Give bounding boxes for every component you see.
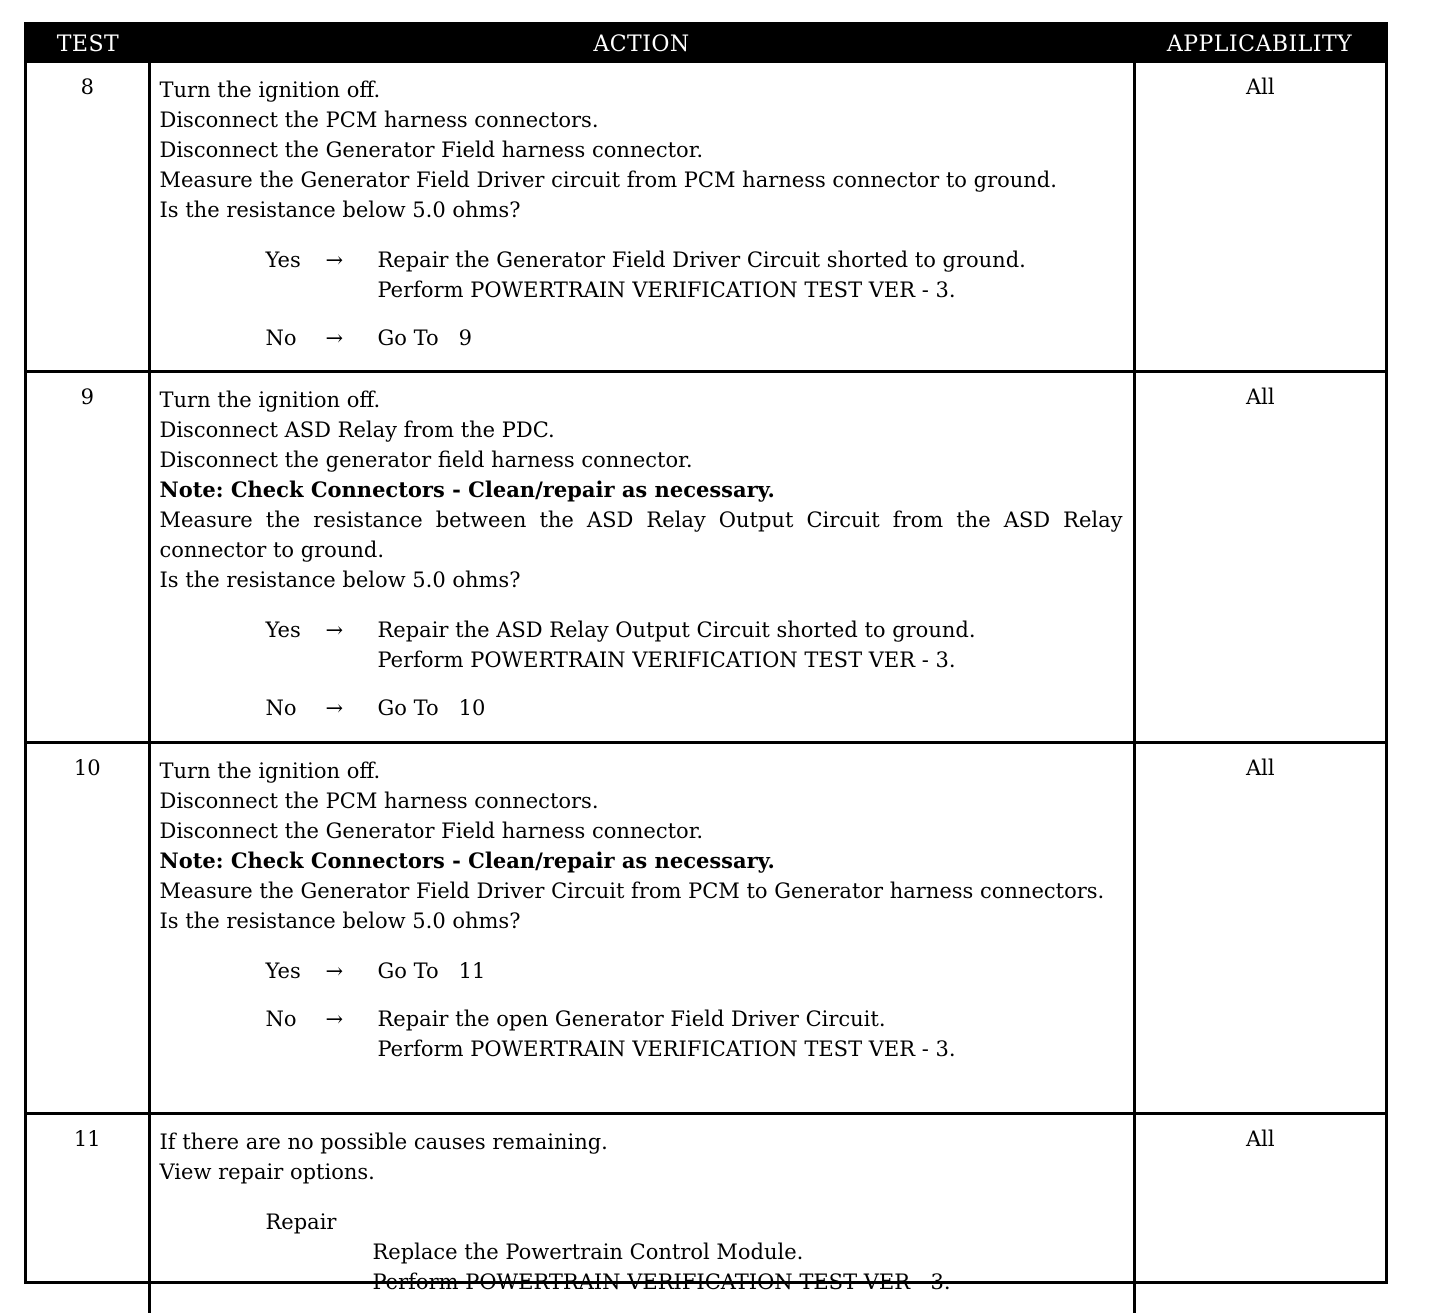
repair-step: Replace the Powertrain Control Module. [373,1237,1123,1267]
yes-label: Yes [266,245,326,305]
no-label: No [266,323,326,353]
action-question: Is the resistance below 5.0 ohms? [160,906,1123,936]
action-step: Disconnect ASD Relay from the PDC. [160,415,1123,445]
yes-branch [266,956,1123,986]
applicability-value: All [1134,63,1385,372]
action-note: Note: Check Connectors - Clean/repair as necessary. [160,846,1123,876]
action-step: Turn the ignition off. [160,385,1123,415]
result-line: Repair the ASD Relay Output Circuit shorted to ground. [378,615,976,645]
result-line: Perform POWERTRAIN VERIFICATION TEST VER - 3. [378,275,1026,305]
no-branch [266,323,1123,353]
result-line: Go To 9 [378,323,473,353]
action-cell [149,372,1134,743]
yes-label: Yes [266,956,326,986]
right-arrow-icon: → [326,693,378,723]
right-arrow-icon: → [326,1004,378,1064]
action-step: Measure the Generator Field Driver Circuit from PCM to Generator harness connectors. [160,876,1123,906]
no-result [378,1004,956,1064]
action-note: Note: Check Connectors - Clean/repair as necessary. [160,475,1123,505]
test-number: 8 [27,63,149,372]
test-number: 10 [27,743,149,1114]
test-number: 11 [27,1114,149,1313]
no-branch [266,693,1123,723]
applicability-value: All [1134,1114,1385,1313]
right-arrow-icon: → [326,245,378,305]
result-line: Perform POWERTRAIN VERIFICATION TEST VER - 3. [378,1034,956,1064]
right-arrow-icon: → [326,956,378,986]
yes-result [378,615,976,675]
result-line: Repair the open Generator Field Driver Circuit. [378,1004,956,1034]
result-line: Go To 10 [378,693,486,723]
yes-branch [266,245,1123,305]
table-header-row [27,25,1385,63]
no-label: No [266,1004,326,1064]
yes-result [378,245,1026,305]
result-line: Go To 11 [378,956,486,986]
yes-result [378,956,486,986]
no-branch [266,1004,1123,1064]
no-label: No [266,693,326,723]
table-row-test-11 [27,1114,1385,1313]
table-row-test-8 [27,63,1385,372]
action-cell [149,1114,1134,1313]
header-test: TEST [27,25,149,63]
action-step: Turn the ignition off. [160,756,1123,786]
repair-label: Repair [266,1207,1123,1237]
action-step: If there are no possible causes remaining. [160,1127,1123,1157]
table-row-test-10 [27,743,1385,1114]
no-result [378,323,473,353]
action-question: Is the resistance below 5.0 ohms? [160,565,1123,595]
action-step: Disconnect the PCM harness connectors. [160,786,1123,816]
action-step: Measure the Generator Field Driver circuit from PCM harness connector to ground. [160,165,1123,195]
right-arrow-icon: → [326,615,378,675]
action-cell [149,743,1134,1114]
applicability-value: All [1134,372,1385,743]
action-step: Disconnect the PCM harness connectors. [160,105,1123,135]
diagnostic-test-table-frame [24,22,1388,1284]
table-row-test-9 [27,372,1385,743]
result-line: Perform POWERTRAIN VERIFICATION TEST VER - 3. [378,645,976,675]
test-number: 9 [27,372,149,743]
yes-branch [266,615,1123,675]
action-question: Is the resistance below 5.0 ohms? [160,195,1123,225]
repair-steps [373,1237,1123,1297]
action-step: Measure the resistance between the ASD Relay Output Circuit from the ASD Relay connector to ground. [160,505,1123,565]
result-line: Repair the Generator Field Driver Circuit shorted to ground. [378,245,1026,275]
repair-options [160,1207,1123,1297]
action-step: Disconnect the generator field harness connector. [160,445,1123,475]
action-cell [149,63,1134,372]
header-applicability: APPLICABILITY [1134,25,1385,63]
no-result [378,693,486,723]
action-step: Disconnect the Generator Field harness connector. [160,816,1123,846]
action-step: View repair options. [160,1157,1123,1187]
repair-step: Perform POWERTRAIN VERIFICATION TEST VER - 3. [373,1267,1123,1297]
header-action: ACTION [149,25,1134,63]
action-step: Turn the ignition off. [160,75,1123,105]
diagnostic-test-table [27,25,1385,1313]
applicability-value: All [1134,743,1385,1114]
action-step: Disconnect the Generator Field harness connector. [160,135,1123,165]
right-arrow-icon: → [326,323,378,353]
yes-label: Yes [266,615,326,675]
